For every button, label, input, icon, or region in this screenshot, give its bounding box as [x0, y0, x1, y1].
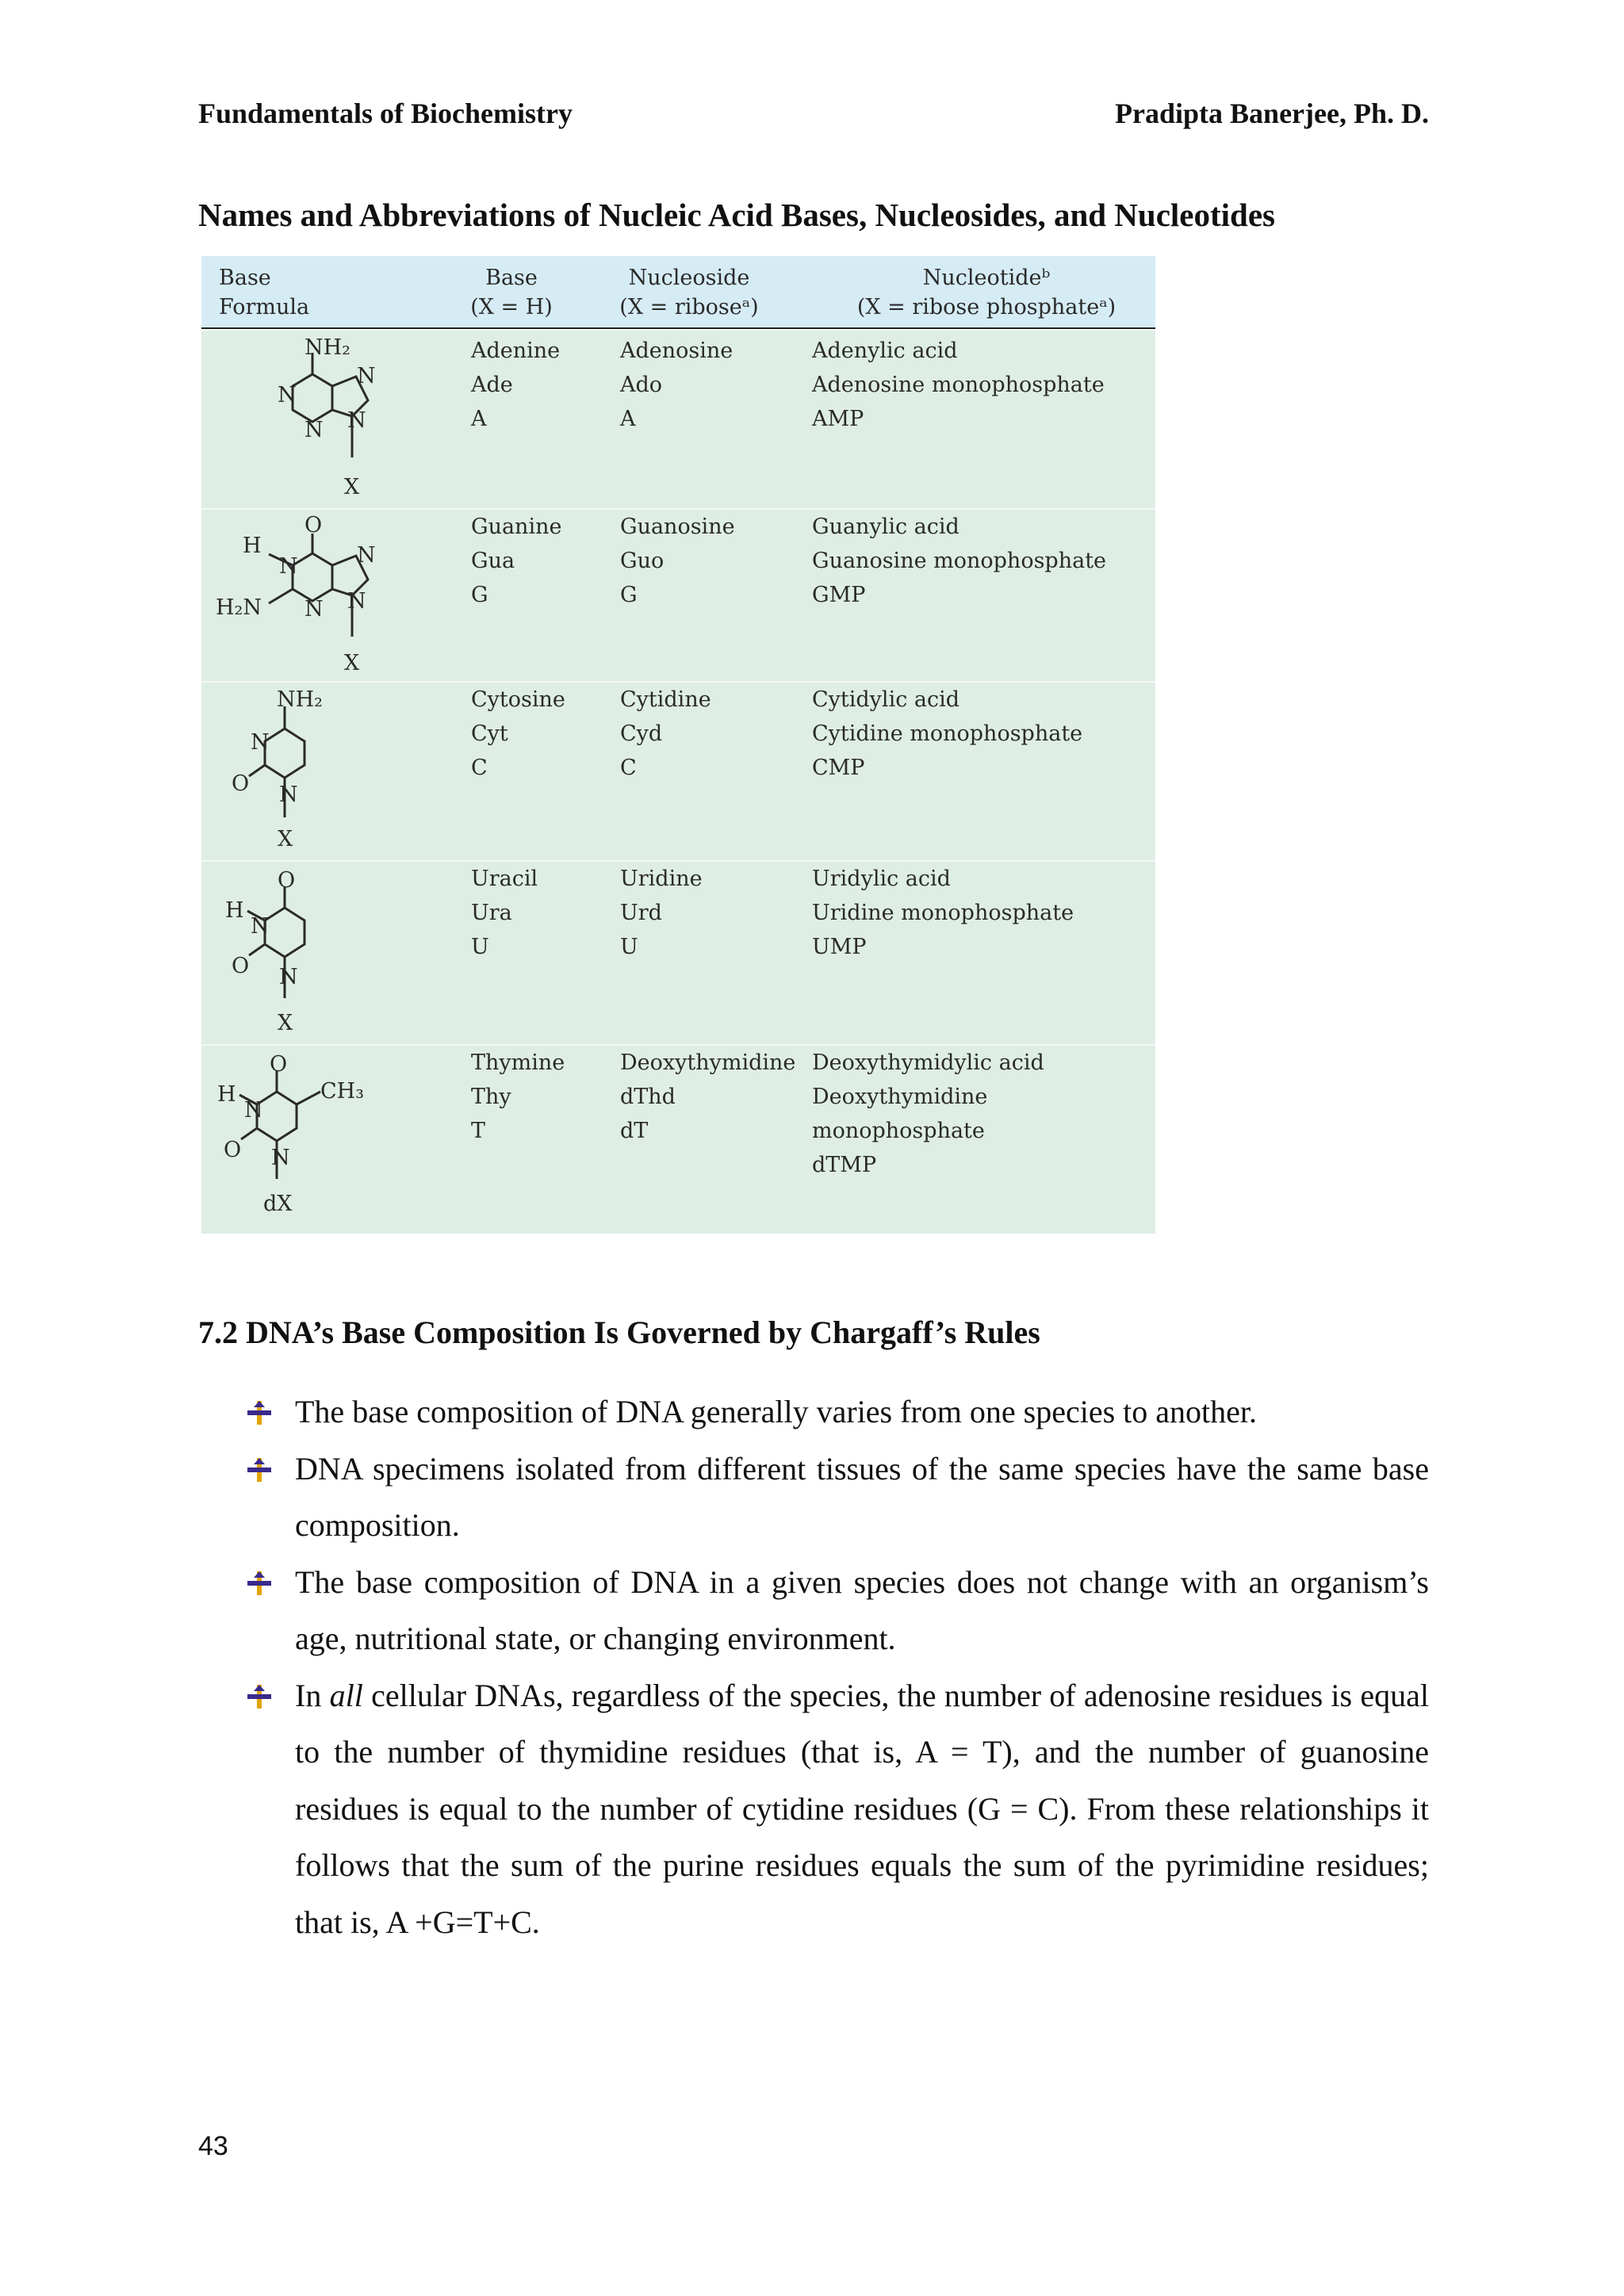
svg-text:O: O: [232, 771, 250, 796]
svg-text:N: N: [244, 1098, 263, 1123]
bullet-arrow-icon: [246, 1683, 273, 1710]
svg-text:dX: dX: [263, 1192, 293, 1216]
svg-text:NH₂: NH₂: [277, 687, 323, 712]
svg-text:H: H: [217, 1082, 236, 1107]
svg-text:O: O: [270, 1052, 288, 1077]
svg-text:N: N: [279, 554, 298, 579]
svg-text:NH₂: NH₂: [304, 335, 350, 360]
header-nucleoside: Nucleoside (X = riboseᵃ): [619, 266, 759, 320]
svg-text:O: O: [224, 1138, 242, 1162]
svg-text:N: N: [279, 965, 298, 989]
table-row: [201, 681, 1155, 862]
page-number: 43: [198, 2131, 228, 2161]
nucleotide-cell: Adenylic acid Adenosine monophosphate AMP: [812, 339, 1105, 431]
svg-text:N: N: [304, 418, 324, 442]
uracil-structure: [201, 862, 455, 1046]
base-cell: Cytosine Cyt C: [471, 687, 565, 780]
header-base-formula: Base Formula: [219, 266, 310, 320]
svg-text:H: H: [243, 534, 262, 558]
nucleotide-cell: Cytidylic acid Cytidine monophosphate CMP: [812, 687, 1083, 780]
base-cell: Guanine Gua G: [471, 515, 562, 607]
table-caption: Names and Abbreviations of Nucleic Acid Bases, Nucleosides, and Nucleotides: [198, 197, 1276, 233]
thymine-structure: [201, 1046, 455, 1235]
svg-text:N: N: [347, 408, 366, 433]
svg-text:H: H: [225, 898, 244, 923]
header-base: Base (X = H): [470, 266, 553, 320]
base-cell: Adenine Ade A: [471, 339, 561, 431]
nucleotide-cell: Guanylic acid Guanosine monophosphate GMP: [812, 515, 1107, 607]
list-item: DNA specimens isolated from different tissues of the same species have the same base composition.: [246, 1441, 1429, 1554]
svg-text:N: N: [347, 589, 366, 614]
bullet-list: [246, 1383, 1429, 1950]
running-header-author: Pradipta Banerjee, Ph. D.: [1115, 98, 1429, 129]
bullet-text-with-emphasis: In all cellular DNAs, regardless of the species, the number of adenosine residues is equal to the number of thymidine residues (that is, A = T), and the number of guanosine residues is equal to the number of cytidine residues (G = C). From these relationships it follows that the sum of the purine residues equals the sum of the pyrimidine residues; that is, A +G=T+C.: [295, 1677, 1429, 1940]
svg-text:N: N: [279, 783, 298, 807]
svg-text:N: N: [357, 364, 376, 388]
nucleotide-cell: Deoxythymidylic acid Deoxythymidine monophosphate dTMP: [812, 1050, 1044, 1177]
svg-text:N: N: [271, 1146, 290, 1170]
nucleotide-cell: Uridylic acid Uridine monophosphate UMP: [812, 867, 1074, 959]
svg-text:O: O: [278, 868, 296, 893]
guanine-structure: [201, 510, 455, 683]
header-nucleotide: Nucleotideᵇ (X = ribose phosphateᵃ): [856, 266, 1116, 320]
svg-text:O: O: [232, 954, 250, 978]
base-cell: Thymine Thy T: [471, 1050, 565, 1143]
table-row: [201, 329, 1155, 510]
section-heading: 7.2 DNA’s Base Composition Is Governed by Chargaff’s Rules: [198, 1314, 1040, 1350]
nucleoside-cell: Adenosine Ado A: [620, 339, 733, 431]
nucleoside-cell: Uridine Urd U: [620, 867, 703, 959]
nucleoside-cell: Guanosine Guo G: [620, 515, 735, 607]
svg-text:N: N: [278, 383, 297, 408]
list-item: [246, 1667, 1429, 1951]
svg-text:N: N: [304, 597, 324, 622]
table-row: [201, 1044, 1155, 1235]
bullet-arrow-icon: [246, 1399, 273, 1426]
base-cell: Uracil Ura U: [471, 867, 538, 959]
table-row: [201, 508, 1155, 683]
list-item: The base composition of DNA generally varies from one species to another.: [246, 1383, 1429, 1441]
list-item: The base composition of DNA in a given species does not change with an organism’s age, nutritional state, or changing environment.: [246, 1554, 1429, 1667]
svg-text:X: X: [278, 1011, 293, 1035]
bullet-arrow-icon: [246, 1570, 273, 1597]
nucleic-acid-table: [201, 256, 1155, 1234]
adenine-structure: [201, 331, 455, 510]
svg-text:CH₃: CH₃: [320, 1079, 365, 1104]
table-row: [201, 860, 1155, 1046]
svg-text:N: N: [251, 914, 270, 939]
svg-text:H₂N: H₂N: [216, 595, 262, 620]
svg-text:O: O: [304, 513, 323, 538]
table-header: [201, 256, 1155, 330]
running-header-title: Fundamentals of Biochemistry: [198, 98, 573, 129]
svg-text:N: N: [357, 543, 376, 568]
bullet-arrow-icon: [246, 1456, 273, 1483]
svg-text:N: N: [251, 730, 270, 755]
nucleoside-cell: Deoxythymidine dThd dT: [620, 1050, 796, 1143]
svg-text:X: X: [344, 475, 360, 499]
nucleoside-cell: Cytidine Cyd C: [620, 687, 711, 780]
cytosine-structure: [201, 683, 455, 862]
svg-text:X: X: [344, 651, 360, 675]
svg-text:X: X: [278, 827, 293, 851]
